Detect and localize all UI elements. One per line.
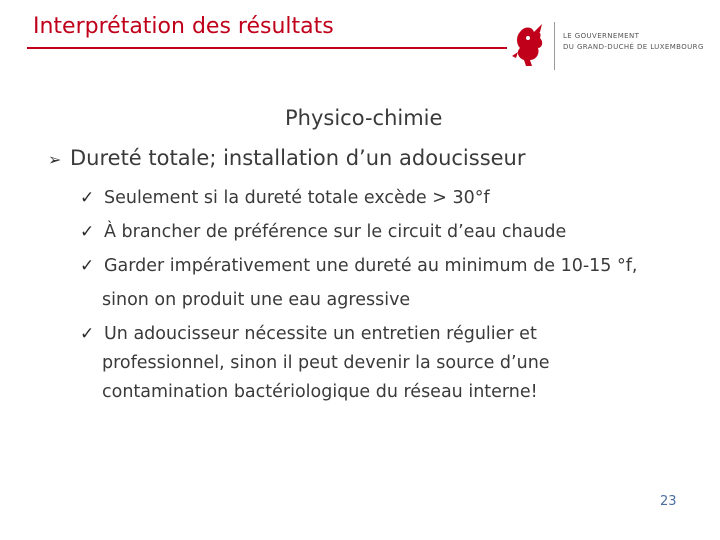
page-number: 23: [660, 494, 677, 509]
checkmark-icon: ✓: [80, 222, 95, 242]
sub-bullet-text: Seulement si la dureté totale excède > 30°f: [104, 188, 490, 208]
title-underline: [27, 47, 507, 49]
sub-bullet: [80, 254, 638, 278]
arrow-bullet-icon: ➢: [48, 150, 62, 169]
government-name-line2: DU GRAND-DUCHÉ DE LUXEMBOURG: [563, 43, 704, 51]
checkmark-icon: ✓: [80, 256, 95, 276]
government-logo: [512, 22, 712, 72]
section-subtitle: Physico-chimie: [285, 106, 443, 130]
government-name-line1: LE GOUVERNEMENT: [563, 32, 640, 40]
sub-bullet-text: À brancher de préférence sur le circuit d’eau chaude: [104, 222, 567, 242]
sub-bullet-continuation: sinon on produit une eau agressive: [102, 290, 411, 310]
main-bullet: [48, 146, 526, 170]
sub-bullet: [80, 220, 567, 244]
slide-title: Interprétation des résultats: [33, 14, 334, 39]
red-lion-icon: [512, 22, 548, 70]
logo-divider: [554, 22, 555, 70]
sub-bullet-continuation: professionnel, sinon il peut devenir la source d’une: [102, 353, 550, 373]
sub-bullet: [80, 322, 537, 346]
checkmark-icon: ✓: [80, 324, 95, 344]
checkmark-icon: ✓: [80, 188, 95, 208]
sub-bullet: [80, 186, 490, 210]
sub-bullet-text: Un adoucisseur nécessite un entretien régulier et: [104, 324, 537, 344]
sub-bullet-continuation: contamination bactériologique du réseau interne!: [102, 382, 538, 402]
main-bullet-text: Dureté totale; installation d’un adoucisseur: [70, 146, 526, 170]
sub-bullet-text: Garder impérativement une dureté au minimum de 10-15 °f,: [104, 256, 638, 276]
